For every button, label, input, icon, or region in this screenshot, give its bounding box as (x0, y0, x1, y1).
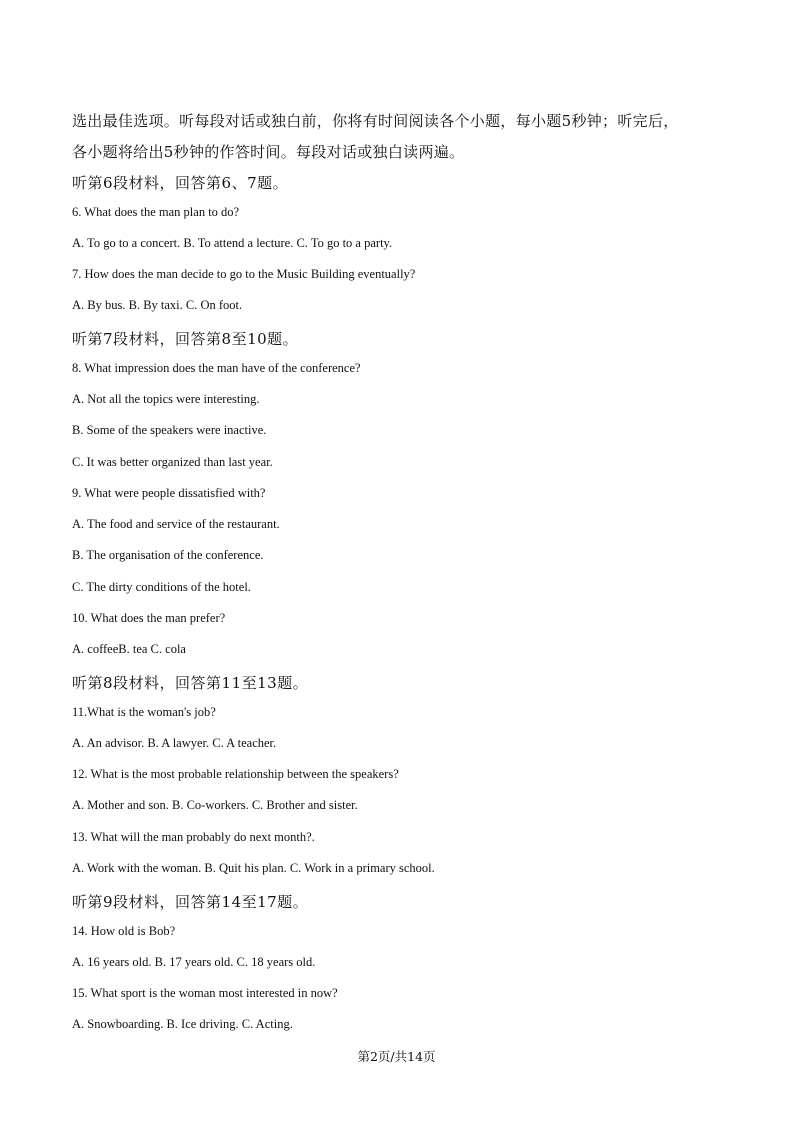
option-8c: C. It was better organized than last year. (72, 455, 273, 469)
section-heading-6: 听第6段材料，回答第6、7题。 (72, 174, 289, 192)
options-12: A. Mother and son. B. Co-workers. C. Brother and sister. (72, 798, 358, 812)
option-8a: A. Not all the topics were interesting. (72, 392, 260, 406)
options-14: A. 16 years old. B. 17 years old. C. 18 years old. (72, 955, 316, 969)
question-8: 8. What impression does the man have of the conference? (72, 361, 361, 375)
instructions-line-2: 各小题将给出5秒钟的作答时间。每段对话或独白读两遍。 (72, 143, 465, 161)
question-13: 13. What will the man probably do next month?. (72, 830, 315, 844)
question-7: 7. How does the man decide to go to the Music Building eventually? (72, 267, 416, 281)
section-heading-9: 听第9段材料，回答第14至17题。 (72, 893, 309, 911)
question-14: 14. How old is Bob? (72, 924, 176, 938)
page-footer: 第2页/共14页 (357, 1049, 436, 1064)
options-10: A. coffeeB. tea C. cola (72, 642, 186, 656)
options-7: A. By bus. B. By taxi. C. On foot. (72, 298, 243, 312)
question-10: 10. What does the man prefer? (72, 611, 226, 625)
instructions-paragraph (72, 106, 732, 168)
section-heading-8: 听第8段材料，回答第11至13题。 (72, 674, 309, 692)
section-heading-7: 听第7段材料，回答第8至10题。 (72, 330, 299, 348)
question-12: 12. What is the most probable relationship between the speakers? (72, 767, 399, 781)
options-11: A. An advisor. B. A lawyer. C. A teacher. (72, 736, 277, 750)
question-11: 11.What is the woman's job? (72, 705, 216, 719)
options-6: A. To go to a concert. B. To attend a lecture. C. To go to a party. (72, 236, 393, 250)
question-9: 9. What were people dissatisfied with? (72, 486, 266, 500)
options-15: A. Snowboarding. B. Ice driving. C. Acting. (72, 1017, 293, 1031)
option-8b: B. Some of the speakers were inactive. (72, 423, 267, 437)
options-13: A. Work with the woman. B. Quit his plan. C. Work in a primary school. (72, 861, 435, 875)
question-6: 6. What does the man plan to do? (72, 205, 240, 219)
question-15: 15. What sport is the woman most interested in now? (72, 986, 338, 1000)
option-9c: C. The dirty conditions of the hotel. (72, 580, 251, 594)
option-9b: B. The organisation of the conference. (72, 548, 264, 562)
instructions-line-1: 选出最佳选项。听每段对话或独白前，你将有时间阅读各个小题，每小题5秒钟；听完后， (72, 112, 679, 130)
option-9a: A. The food and service of the restaurant. (72, 517, 280, 531)
